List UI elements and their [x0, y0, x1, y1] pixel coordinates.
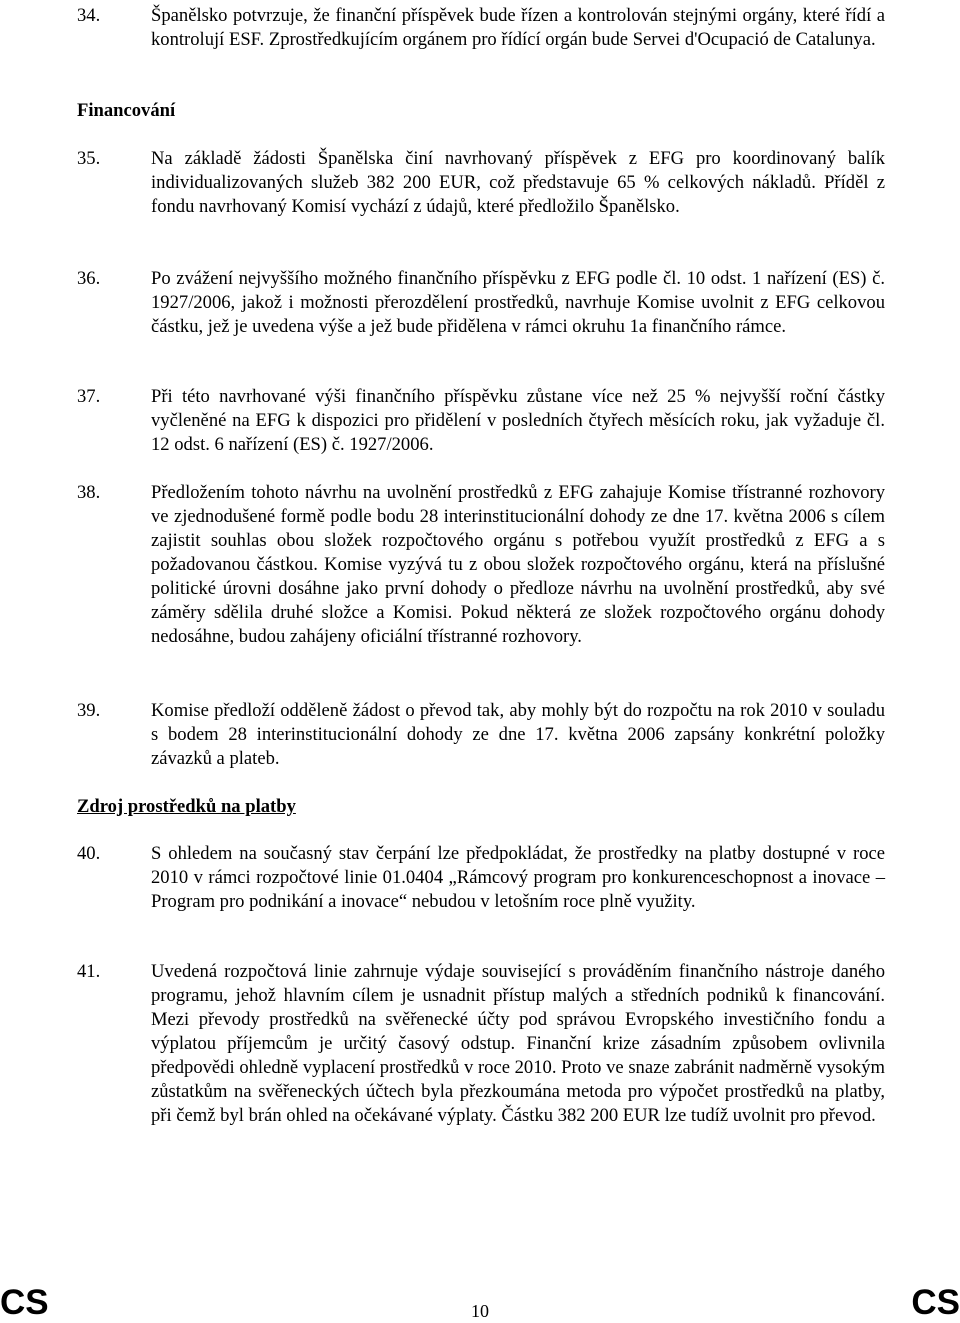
paragraph-number: 36. [77, 268, 101, 289]
paragraph-number: 38. [77, 482, 101, 503]
footer-language-code-right: CS [911, 1283, 960, 1322]
page-number: 10 [471, 1301, 489, 1321]
paragraph-number: 35. [77, 148, 101, 169]
paragraph-36 [77, 267, 885, 339]
paragraph-number: 40. [77, 843, 101, 864]
paragraph-number: 37. [77, 386, 101, 407]
paragraph-number: 41. [77, 961, 101, 982]
paragraph-38 [77, 481, 885, 649]
paragraph-text: S ohledem na současný stav čerpání lze předpokládat, že prostředky na platby dostupné v roce 2010 v rámci rozpočtové linie 01.0404 „Rámcový program pro konkurenceschopnost a inovace – Program pro podnikání a inovace“ nebudou v letošním roce plně využity. [151, 843, 885, 912]
paragraph-34 [77, 4, 885, 52]
paragraph-text: Španělsko potvrzuje, že finanční příspěvek bude řízen a kontrolován stejnými orgány, které řídí a kontrolují ESF. Zprostředkujícím orgánem pro řídící orgán bude Servei d'Ocupació de Catalunya. [151, 5, 885, 50]
paragraph-40 [77, 842, 885, 914]
paragraph-text: Při této navrhované výši finančního příspěvku zůstane více než 25 % nejvyšší roční částky vyčleněné na EFG k dispozici pro přidělení v posledních čtyřech měsících roku, jak vyžaduje čl. 12 odst. 6 nařízení (ES) č. 1927/2006. [151, 386, 885, 455]
paragraph-37 [77, 385, 885, 457]
paragraph-41 [77, 960, 885, 1128]
paragraph-39 [77, 699, 885, 771]
footer-language-code-left: CS [0, 1283, 49, 1322]
paragraph-35 [77, 147, 885, 219]
section-heading-payment-sources: Zdroj prostředků na platby [77, 796, 296, 817]
paragraph-text: Komise předloží odděleně žádost o převod tak, aby mohly být do rozpočtu na rok 2010 v souladu s bodem 28 interinstitucionální dohody ze dne 17. května 2006 zapsány konkrétní položky závazků a plateb. [151, 700, 885, 769]
paragraph-number: 34. [77, 5, 101, 26]
paragraph-number: 39. [77, 700, 101, 721]
paragraph-text: Předložením tohoto návrhu na uvolnění prostředků z EFG zahajuje Komise třístranné rozhovory ve zjednodušené formě podle bodu 28 interinstitucionální dohody ze dne 17. května 2006 s cílem zajistit souhlas obou složek rozpočtového orgánu s potřebou využít prostředků z EFG a s požadovanou částkou. Komise vyzývá tu z obou složek rozpočtového orgánu, která na příslušné politické úrovni dosáhne jako první dohody o předloze návrhu na uvolnění prostředků, aby své záměry sdělila druhé složce a Komisi. Pokud některá ze složek rozpočtového orgánu dohody nedosáhne, budou zahájeny oficiální třístranné rozhovory. [151, 482, 885, 647]
paragraph-text: Po zvážení nejvyššího možného finančního příspěvku z EFG podle čl. 10 odst. 1 nařízení (ES) č. 1927/2006, jakož i možnosti přerozdělení prostředků, navrhuje Komise uvolnit z EFG celkovou částku, jež je uvedena výše a jež bude přidělena v rámci okruhu 1a finančního rámce. [151, 268, 885, 337]
paragraph-text: Na základě žádosti Španělska činí navrhovaný příspěvek z EFG pro koordinovaný balík individualizovaných služeb 382 200 EUR, což představuje 65 % celkových nákladů. Příděl z fondu navrhovaný Komisí vychází z údajů, které předložilo Španělsko. [151, 148, 885, 217]
paragraph-text: Uvedená rozpočtová linie zahrnuje výdaje související s prováděním finančního nástroje daného programu, jehož hlavním cílem je usnadnit přístup malých a středních podniků k financování. Mezi převody prostředků na svěřenecké účty pod správou Evropského investičního fondu a výplatou příjemcům je určitý časový odstup. Finanční krize zásadním způsobem ovlivnila předpovědi ohledně vyplacení prostředků v roce 2010. Proto ve snaze zabránit nadměrně vysokým zůstatkům na svěřeneckých účtech byla přezkoumána metoda pro výpočet prostředků na platby, při čemž byl brán ohled na očekávané výplaty. Částku 382 200 EUR lze tudíž uvolnit pro převod. [151, 961, 885, 1126]
section-heading-financing: Financování [77, 100, 176, 121]
